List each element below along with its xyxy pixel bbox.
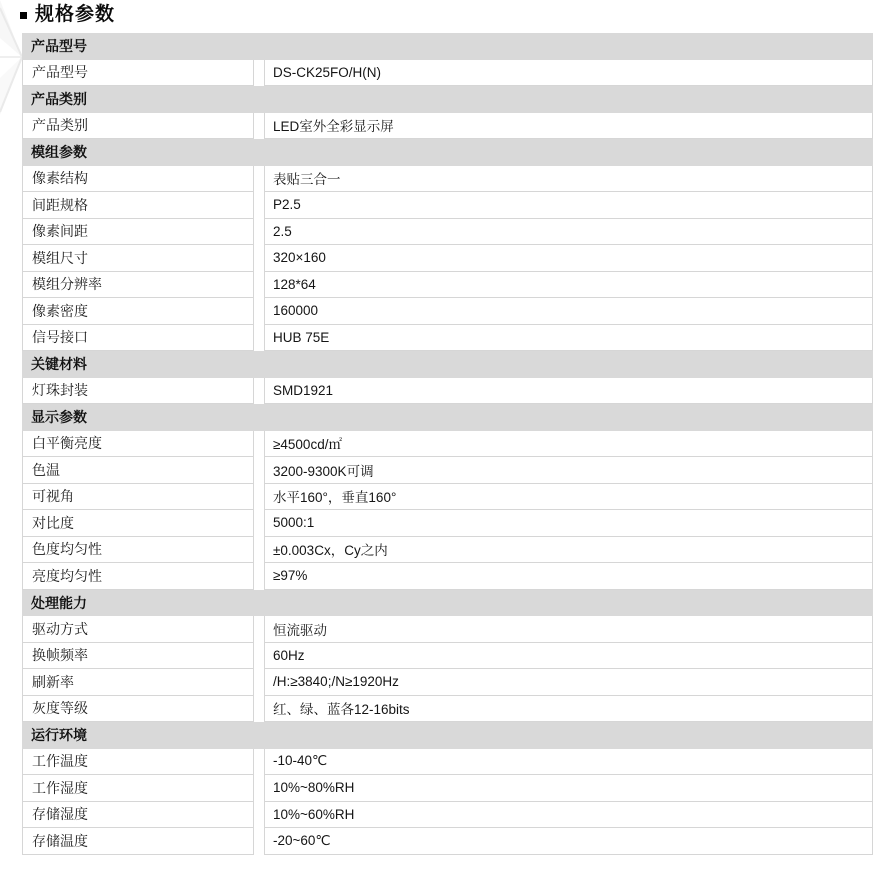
- column-gutter: [254, 828, 264, 855]
- spec-row: [22, 802, 873, 829]
- spec-row: [22, 325, 873, 352]
- spec-label: 模组尺寸: [22, 245, 254, 272]
- spec-row: [22, 192, 873, 219]
- spec-value: 3200-9300K可调: [264, 457, 873, 484]
- spec-value: DS-CK25FO/H(N): [264, 60, 873, 87]
- section-header-label: 关键材料: [31, 356, 87, 373]
- spec-label: 像素密度: [22, 298, 254, 325]
- column-gutter: [254, 272, 264, 299]
- spec-value: 水平160°，垂直160°: [264, 484, 873, 511]
- spec-label: 可视角: [22, 484, 254, 511]
- column-gutter: [254, 378, 264, 405]
- spec-row: [22, 537, 873, 564]
- section-header: [22, 86, 873, 113]
- column-gutter: [254, 802, 264, 829]
- column-gutter: [254, 113, 264, 140]
- section-header-label: 显示参数: [31, 409, 87, 426]
- spec-row: [22, 113, 873, 140]
- column-gutter: [254, 696, 264, 723]
- spec-value: 恒流驱动: [264, 616, 873, 643]
- spec-value: ±0.003Cx，Cy之内: [264, 537, 873, 564]
- column-gutter: [254, 510, 264, 537]
- spec-label: 工作温度: [22, 749, 254, 776]
- column-gutter: [254, 749, 264, 776]
- spec-value: 红、绿、蓝各12-16bits: [264, 696, 873, 723]
- column-gutter: [254, 166, 264, 193]
- column-gutter: [254, 325, 264, 352]
- spec-value: SMD1921: [264, 378, 873, 405]
- spec-label: 色度均匀性: [22, 537, 254, 564]
- column-gutter: [254, 298, 264, 325]
- spec-value: 60Hz: [264, 643, 873, 670]
- spec-row: [22, 643, 873, 670]
- column-gutter: [254, 431, 264, 458]
- spec-value: -10-40℃: [264, 749, 873, 776]
- section-header-label: 处理能力: [31, 594, 87, 611]
- spec-value: 10%~60%RH: [264, 802, 873, 829]
- spec-row: [22, 60, 873, 87]
- spec-label: 工作湿度: [22, 775, 254, 802]
- spec-table: [22, 33, 873, 855]
- spec-row: [22, 775, 873, 802]
- spec-label: 色温: [22, 457, 254, 484]
- spec-row: [22, 272, 873, 299]
- section-header: [22, 139, 873, 166]
- spec-value: 160000: [264, 298, 873, 325]
- section-header: [22, 33, 873, 60]
- spec-label: 存储温度: [22, 828, 254, 855]
- column-gutter: [254, 484, 264, 511]
- section-header: [22, 590, 873, 617]
- spec-value: 5000:1: [264, 510, 873, 537]
- column-gutter: [254, 60, 264, 87]
- spec-row: [22, 219, 873, 246]
- spec-row: [22, 696, 873, 723]
- spec-label: 驱动方式: [22, 616, 254, 643]
- spec-row: [22, 484, 873, 511]
- spec-label: 间距规格: [22, 192, 254, 219]
- spec-row: [22, 431, 873, 458]
- spec-row: [22, 828, 873, 855]
- spec-label: 白平衡亮度: [22, 431, 254, 458]
- spec-row: [22, 669, 873, 696]
- column-gutter: [254, 537, 264, 564]
- spec-row: [22, 457, 873, 484]
- spec-label: 灯珠封装: [22, 378, 254, 405]
- spec-row: [22, 749, 873, 776]
- spec-value: ≥4500cd/㎡: [264, 431, 873, 458]
- spec-label: 存储湿度: [22, 802, 254, 829]
- spec-row: [22, 616, 873, 643]
- spec-row: [22, 378, 873, 405]
- column-gutter: [254, 245, 264, 272]
- spec-value: LED室外全彩显示屏: [264, 113, 873, 140]
- column-gutter: [254, 643, 264, 670]
- spec-label: 像素间距: [22, 219, 254, 246]
- spec-value: -20~60℃: [264, 828, 873, 855]
- spec-label: 模组分辨率: [22, 272, 254, 299]
- spec-row: [22, 245, 873, 272]
- spec-row: [22, 510, 873, 537]
- column-gutter: [254, 775, 264, 802]
- page-title-row: [20, 5, 115, 24]
- section-header: [22, 722, 873, 749]
- spec-row: [22, 563, 873, 590]
- spec-label: 换帧频率: [22, 643, 254, 670]
- column-gutter: [254, 192, 264, 219]
- spec-label: 信号接口: [22, 325, 254, 352]
- spec-value: HUB 75E: [264, 325, 873, 352]
- spec-label: 刷新率: [22, 669, 254, 696]
- spec-label: 产品类别: [22, 113, 254, 140]
- spec-row: [22, 298, 873, 325]
- column-gutter: [254, 563, 264, 590]
- spec-value: /H:≥3840;/N≥1920Hz: [264, 669, 873, 696]
- column-gutter: [254, 669, 264, 696]
- section-header-label: 模组参数: [31, 144, 87, 161]
- page-title: 规格参数: [35, 4, 116, 25]
- spec-value: P2.5: [264, 192, 873, 219]
- spec-label: 亮度均匀性: [22, 563, 254, 590]
- spec-label: 产品型号: [22, 60, 254, 87]
- column-gutter: [254, 616, 264, 643]
- spec-value: 表贴三合一: [264, 166, 873, 193]
- spec-value: 10%~80%RH: [264, 775, 873, 802]
- section-header-label: 产品类别: [31, 91, 87, 108]
- column-gutter: [254, 457, 264, 484]
- spec-value: 320×160: [264, 245, 873, 272]
- section-header-label: 运行环境: [31, 727, 87, 744]
- section-header: [22, 404, 873, 431]
- spec-value: 128*64: [264, 272, 873, 299]
- spec-label: 像素结构: [22, 166, 254, 193]
- spec-row: [22, 166, 873, 193]
- section-header-label: 产品型号: [31, 38, 87, 55]
- spec-label: 灰度等级: [22, 696, 254, 723]
- column-gutter: [254, 219, 264, 246]
- spec-value: 2.5: [264, 219, 873, 246]
- spec-label: 对比度: [22, 510, 254, 537]
- square-bullet-icon: [20, 12, 27, 19]
- spec-value: ≥97%: [264, 563, 873, 590]
- section-header: [22, 351, 873, 378]
